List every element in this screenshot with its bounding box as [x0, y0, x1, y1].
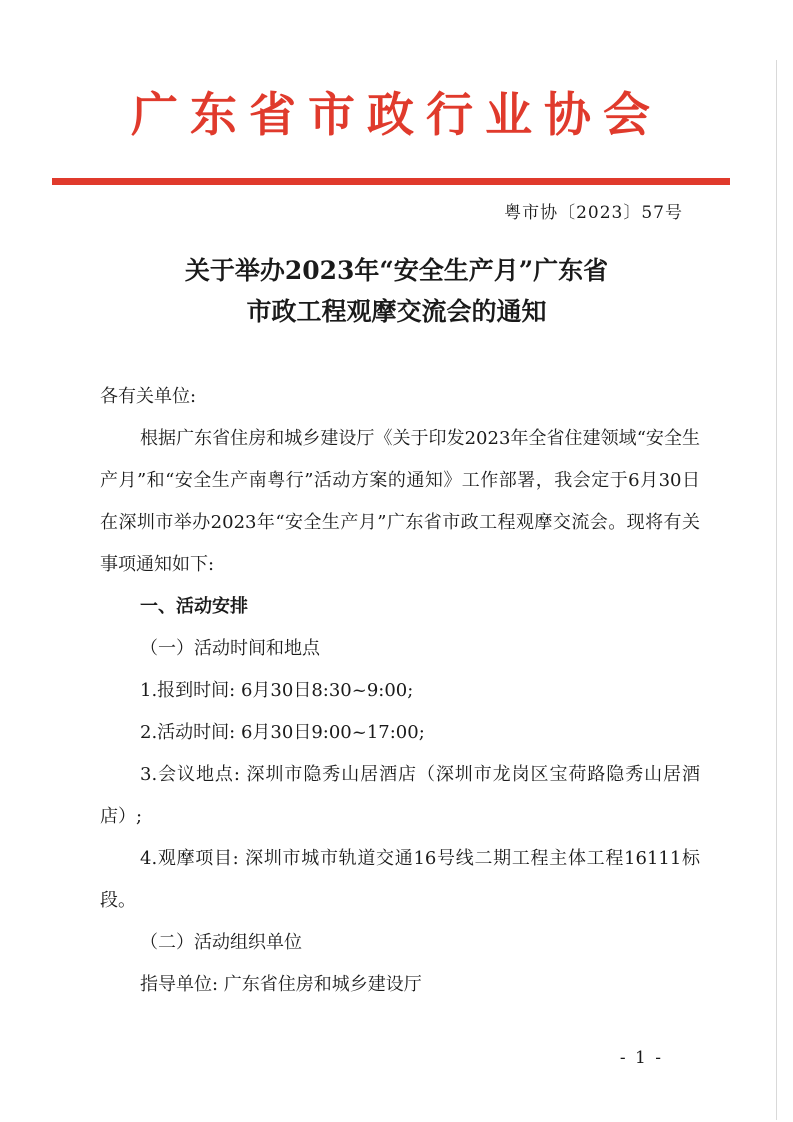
subsection-heading-time-place: （一）活动时间和地点	[140, 638, 320, 659]
salutation: 各有关单位:	[100, 386, 197, 407]
section-heading-arrangements: 一、活动安排	[140, 596, 248, 617]
page-number: - 1 -	[619, 1048, 663, 1068]
intro-paragraph: 根据广东省住房和城乡建设厅《关于印发2023年全省住建领域“安全生产月”和“安全生产南粤行”活动方案的通知》工作部署，我会定于6月30日在深圳市举办2023年“安全生产月”广东省市政工程观摩交流会。现将有关事项通知如下:	[100, 428, 700, 575]
document-title-line-1: 关于举办2023年“安全生产月”广东省	[184, 256, 609, 285]
document-number: 粤市协〔2023〕57号	[504, 203, 683, 223]
red-header-rule	[52, 178, 730, 185]
list-item-project: 4.观摩项目: 深圳市城市轨道交通16号线二期工程主体工程16111标段。	[100, 848, 700, 911]
issuing-organization: 广东省市政行业协会	[131, 88, 662, 143]
scan-edge-line	[776, 60, 777, 1120]
subsection-heading-organizers: （二）活动组织单位	[140, 932, 302, 953]
list-item-check-in-time: 1.报到时间: 6月30日8:30~9:00;	[140, 680, 414, 701]
guidance-unit-line: 指导单位: 广东省住房和城乡建设厅	[140, 974, 422, 995]
document-title-line-2: 市政工程观摩交流会的通知	[246, 297, 547, 326]
document-body	[100, 376, 700, 1006]
list-item-event-time: 2.活动时间: 6月30日9:00~17:00;	[140, 722, 425, 743]
list-item-venue: 3.会议地点: 深圳市隐秀山居酒店（深圳市龙岗区宝荷路隐秀山居酒店）;	[100, 764, 700, 827]
